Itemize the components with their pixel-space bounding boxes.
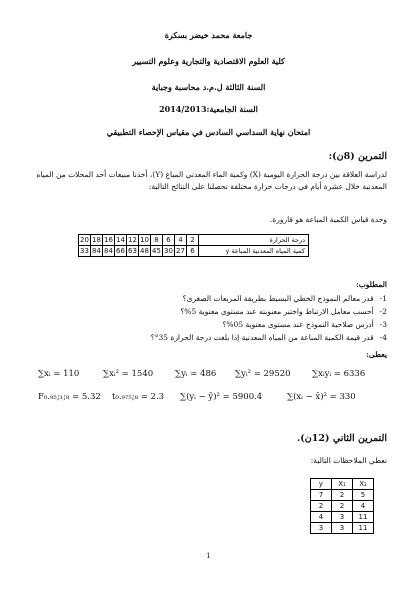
exercise1-intro-line1: لدراسة العلاقة بين درجة الحرارة اليومية (X) وكمية الماء المعدني المباع (Y)، أخذنا مبيعات أحد المحلات من المياه [36,170,387,179]
table-cell: 4 [353,501,374,512]
formula-f-critical: F₀.₉₅;₁;₈ = 5.32 [38,392,101,402]
data-table-1 [78,234,309,257]
university-name: جامعة محمد خيضر بسكرة [164,30,253,40]
table-row [79,235,309,246]
table-cell: 3 [311,523,332,534]
question-text: أدرس صلاحية النموذج عند مستوى معنوية 05%؟ [222,320,374,329]
page-number: 1 [206,552,211,560]
exercise1-intro-line2: المعدنية خلال عشرة أيام في درجات حرارة مختلفة تحصلنا على النتائج التالية: [148,182,387,191]
table-cell: 27 [176,247,185,255]
academic-year [0,104,417,114]
unit-note: وحدة قياس الكمية المباعة هو قارورة. [269,215,387,224]
table-cell: 10 [140,236,149,244]
table-row [311,490,374,501]
question-number: 2- [379,307,387,316]
question-2 [180,306,387,318]
column-header: X₂ [353,479,374,490]
table-cell: 2 [332,490,353,501]
table-cell: 12 [128,236,137,244]
exercise1-title: التمرين (8ن): [328,151,387,162]
faculty-name: كلية العلوم الاقتصادية والتجارية وعلوم التسيير [132,56,285,66]
table-row [311,523,374,534]
table-cell: 84 [92,247,101,255]
table-cell: 63 [128,247,137,255]
question-number: 1- [379,294,387,303]
table-cell: 11 [353,523,374,534]
table-cell: 3 [332,523,353,534]
column-header: y [311,479,332,490]
table-cell: 6 [187,246,199,257]
table-cell: 18 [92,236,101,244]
formula-ss-x: ∑(xᵢ − x̄)² = 330 [287,392,356,402]
table-row [311,512,374,523]
table-cell: 14 [116,236,125,244]
formula-sum-y2: ∑yᵢ² = 29520 [235,369,291,379]
formula-sum-x: ∑xᵢ = 110 [38,369,80,379]
question-text: قدر قيمة الكمية المباعة من المياه المعدنية إذا بلغت درجة الحرارة 35°؟ [150,333,374,342]
given-label: يعطى: [366,350,387,359]
table-cell: 2 [311,501,332,512]
row-label-temperature: درجة الحرارة [199,235,309,246]
table-cell: 7 [311,490,332,501]
formula-sum-x2: ∑xᵢ² = 1540 [103,369,154,379]
table-cell: 45 [152,247,161,255]
question-3 [222,319,387,331]
table-cell: 6 [163,235,175,246]
year-label: السنة الجامعية: [206,104,258,114]
table-cell: 48 [140,247,149,255]
table-cell: 33 [80,247,89,255]
table-cell: 2 [187,235,199,246]
table-cell: 4 [175,235,187,246]
required-label: المطلوب: [355,280,387,289]
table-cell: 66 [116,247,125,255]
data-table-2 [310,478,374,534]
question-4 [151,332,387,344]
table-cell: 4 [311,512,332,523]
exercise2-title: التمرين الثاني (12ن). [297,433,387,444]
formula-t-critical: t₀.₉₇₅;₈ = 2.3 [112,392,165,402]
formula-ss-y: ∑(yᵢ − ȳ)² = 5900.4 [180,392,263,402]
question-text: أحسب معامل الارتباط واختبر معنويته عند مستوى معنوية 5%؟ [180,307,374,316]
table-cell: 11 [353,512,374,523]
table-cell: 20 [80,236,89,244]
exercise2-intro: نعطي الملاحظات التالية: [310,456,387,465]
year-value: 2014/2013 [159,104,207,114]
table-header-row [311,479,374,490]
question-number: 4- [379,333,387,342]
column-header: X₁ [332,479,353,490]
table-row [311,501,374,512]
question-number: 3- [379,320,387,329]
table-cell: 8 [151,235,163,246]
formula-sum-y: ∑yᵢ = 486 [175,369,217,379]
formula-sum-xy: ∑xᵢyᵢ = 6336 [312,369,366,379]
table-cell: 5 [353,490,374,501]
table-cell: 2 [332,501,353,512]
question-text: قدر معالم النموذج الخطي البسيط بطريقة المربعات الصغرى؟ [182,294,374,303]
exam-title: امتحان نهاية السداسي السادس في مقياس الإحصاء التطبيقي [106,127,311,137]
table-cell: 3 [332,512,353,523]
table-cell: 30 [164,247,173,255]
table-row [79,246,309,257]
row-label-quantity: كمية المياه المعدنية المباعة y [199,246,309,257]
question-1 [183,293,387,305]
table-cell: 84 [104,247,113,255]
level-line: السنة الثالثة ل.م.د محاسبة وجباية [151,82,266,92]
table-cell: 16 [104,236,113,244]
